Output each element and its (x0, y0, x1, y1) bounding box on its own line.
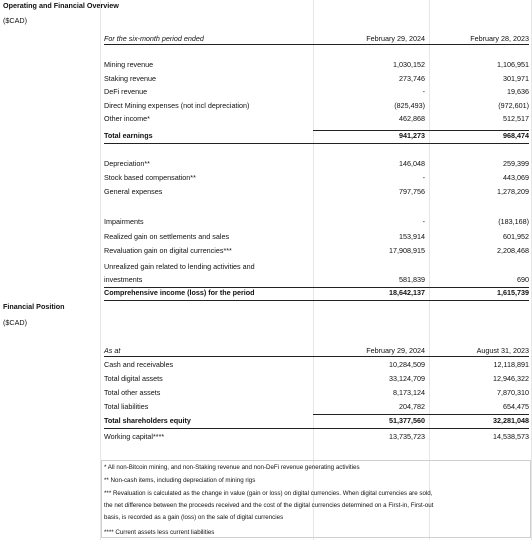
working-capital-v2: 14,538,573 (493, 432, 529, 441)
row-value-col2: 12,946,322 (493, 374, 529, 383)
row-value-col1: - (422, 87, 425, 96)
row-value-col1: - (422, 217, 425, 226)
row-value-col1: 153,914 (399, 231, 425, 241)
footnote-3-line-3: basis, is recorded as a gain (loss) on the sale of digital currencies (104, 514, 284, 521)
row-value-col2: 19,636 (507, 87, 529, 96)
row-value-col2: 7,870,310 (497, 388, 529, 397)
row-value-col2: 2,208,468 (497, 246, 529, 255)
row-value-col2: (183,168) (498, 217, 529, 226)
unrealized-v1: 581,839 (399, 275, 425, 284)
row-value-col1: 797,756 (399, 187, 425, 196)
unrealized-v2: 690 (517, 275, 529, 284)
equity-rule (313, 414, 529, 415)
header-rule (104, 44, 529, 45)
row-value-col2: (972,601) (498, 100, 529, 110)
row-label: Realized gain on settlements and sales (104, 231, 230, 241)
row-label: Total liabilities (104, 402, 149, 411)
row-value-col2: 259,399 (503, 159, 529, 168)
row-value-col1: (825,493) (394, 100, 425, 110)
footnote-3-line-2: the net difference between the proceeds received and the cost of the digital currencies determined on a First-in, First-out (104, 502, 434, 509)
col1-header: February 29, 2024 (366, 34, 425, 43)
row-label: Other income* (104, 114, 150, 123)
row-value-col1: 33,124,709 (389, 374, 425, 383)
row-value-col2: 301,971 (503, 73, 529, 83)
position-title: Financial Position (3, 302, 65, 311)
row-label: DeFi revenue (104, 87, 148, 96)
working-capital-v1: 13,735,723 (389, 432, 425, 441)
equity-label: Total shareholders equity (104, 416, 191, 425)
unrealized-label-1: Unrealized gain related to lending activities and (104, 262, 255, 271)
working-capital-label: Working capital**** (104, 432, 165, 441)
row-label: Depreciation** (104, 159, 150, 168)
row-label: General expenses (104, 187, 163, 196)
row-label: Stock based compensation** (104, 173, 196, 182)
row-label: Direct Mining expenses (not incl depreciation) (104, 100, 250, 110)
position-unit: ($CAD) (3, 318, 27, 327)
row-value-col1: 146,048 (399, 159, 425, 168)
row-label: Total other assets (104, 388, 161, 397)
row-value-col1: 462,868 (399, 114, 425, 123)
row-value-col2: 1,106,951 (497, 60, 529, 69)
row-label: Mining revenue (104, 60, 154, 69)
overview-title: Operating and Financial Overview (3, 1, 119, 10)
row-label: Revaluation gain on digital currencies*** (104, 246, 232, 255)
footnote-1: * All non-Bitcoin mining, and non-Staking revenue and non-DeFi revenue generating activities (104, 464, 360, 471)
equity-v1: 51,377,560 (389, 416, 425, 425)
comprehensive-v2: 1,615,739 (497, 288, 529, 297)
row-value-col1: 273,746 (399, 73, 425, 83)
position-col1-header: February 29, 2024 (366, 346, 425, 355)
asat-label: As at (104, 346, 121, 355)
col2-header: February 28, 2023 (470, 34, 529, 43)
footnote-2: ** Non-cash items, including depreciation of mining rigs (104, 477, 256, 484)
row-value-col1: 8,173,124 (393, 388, 425, 397)
row-value-col1: - (422, 173, 425, 182)
comprehensive-v1: 18,642,137 (389, 288, 425, 297)
total-earnings-v1: 941,273 (399, 131, 425, 140)
comprehensive-label: Comprehensive income (loss) for the period (104, 288, 255, 297)
row-label: Cash and receivables (104, 360, 174, 369)
position-header-rule (104, 356, 529, 357)
total-earnings-v2: 968,474 (503, 131, 529, 140)
row-value-col1: 10,284,509 (389, 360, 425, 369)
equity-bottom-rule (104, 428, 529, 429)
footnote-3-line-1: *** Revaluation is calculated as the change in value (gain or loss) on digital currencies. When digital currencies are sold, (104, 490, 433, 497)
equity-v2: 32,281,048 (493, 416, 529, 425)
row-value-col2: 512,517 (503, 114, 529, 123)
row-value-col2: 601,952 (503, 231, 529, 241)
row-label: Total digital assets (104, 374, 163, 383)
row-value-col2: 443,069 (503, 173, 529, 182)
footnote-4: **** Current assets less current liabilities (104, 529, 215, 536)
period-label: For the six-month period ended (104, 34, 204, 43)
comprehensive-bottom-rule (104, 300, 529, 301)
row-value-col2: 654,475 (503, 402, 529, 411)
earnings-bottom-rule (104, 143, 529, 144)
row-value-col1: 1,030,152 (393, 60, 425, 69)
total-earnings-label: Total earnings (104, 131, 153, 140)
row-label: Impairments (104, 217, 144, 226)
row-value-col2: 12,118,891 (493, 360, 529, 369)
overview-unit: ($CAD) (3, 16, 27, 25)
position-col2-header: August 31, 2023 (476, 346, 529, 355)
row-value-col1: 17,908,915 (389, 246, 425, 255)
unrealized-label-2: investments (104, 275, 143, 284)
row-label: Staking revenue (104, 73, 156, 83)
row-value-col2: 1,278,209 (497, 187, 529, 196)
row-value-col1: 204,782 (399, 402, 425, 411)
